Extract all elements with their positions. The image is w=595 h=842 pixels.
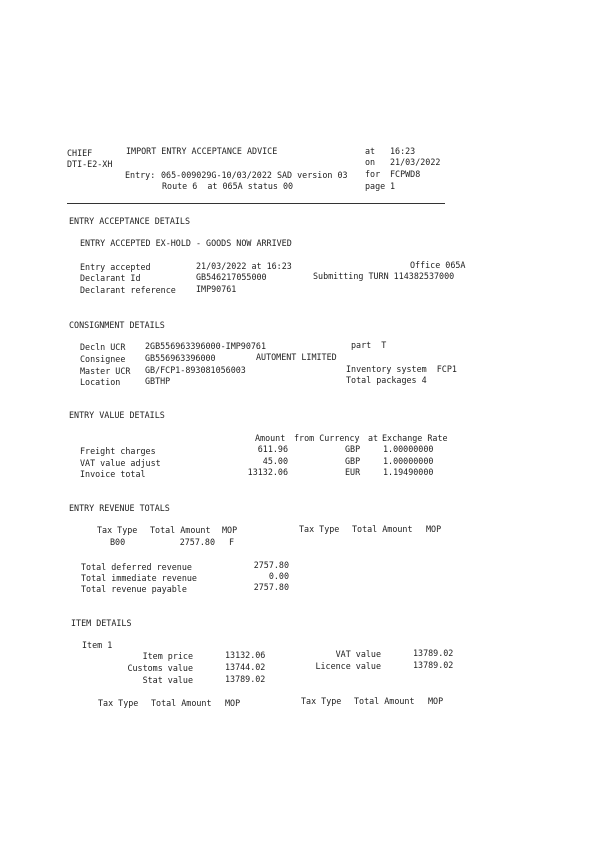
inventory-system: Inventory system FCP1 [346,364,457,374]
consignee-name: AUTOMENT LIMITED [256,352,337,362]
header-divider [67,203,445,204]
declarant-id-label: Declarant Id [80,273,141,283]
revenue-tax-mop: F [229,537,235,547]
item-col-total-amount-2: Total Amount [354,696,415,706]
revenue-total-amount: 0.00 [268,571,289,581]
acceptance-section-title: ENTRY ACCEPTANCE DETAILS [69,216,191,226]
value-row-amount: 611.96 [257,444,288,454]
items-section-title: ITEM DETAILS [71,618,132,628]
consignee-label: Consignee [80,354,126,364]
item-col-mop-2: MOP [428,696,444,706]
vat-value-label: VAT value [335,649,381,659]
header-date: 21/03/2022 [390,157,441,167]
stat-value-label: Stat value [142,675,193,685]
revenue-col-tax-type: Tax Type [97,525,138,535]
consignment-part: part T [351,340,387,350]
vat-value-value: 13789.02 [413,648,454,658]
revenue-col-tax-type-2: Tax Type [299,524,340,534]
at-label: at [365,146,376,156]
entry-label: Entry: [125,170,156,180]
header-time: 16:23 [390,146,416,156]
route-status: Route 6 at 065A status 00 [162,181,294,191]
station-id: DTI-E2-XH [67,159,113,169]
revenue-section-title: ENTRY REVENUE TOTALS [69,503,170,513]
revenue-total-label: Total deferred revenue [81,562,192,572]
declarant-reference-label: Declarant reference [80,285,176,295]
for-label: for [365,169,381,179]
total-packages: Total packages 4 [346,375,427,385]
value-col-from-currency: from Currency [294,433,360,443]
item-col-tax-type-2: Tax Type [301,696,342,706]
consignment-section-title: CONSIGNMENT DETAILS [69,320,165,330]
consignee-value: GB556963396000 [145,353,216,363]
item-label: Item 1 [82,640,113,650]
for-value: FCPWD8 [390,169,421,179]
value-row-label: Invoice total [80,469,146,479]
revenue-col-mop-2: MOP [426,524,442,534]
revenue-total-amount: 2757.80 [253,560,289,570]
item-price-value: 13132.06 [225,650,266,660]
master-ucr-value: GB/FCP1-893081056003 [145,365,246,375]
value-col-exchange-rate: Exchange Rate [382,433,448,443]
declarant-id-value: GB546217055000 [196,272,267,282]
decln-ucr-value: 2GB556963396000-IMP90761 [145,341,267,351]
location-value: GBTHP [145,376,171,386]
master-ucr-label: Master UCR [80,366,131,376]
value-section-title: ENTRY VALUE DETAILS [69,410,165,420]
on-label: on [365,157,376,167]
value-row-label: VAT value adjust [80,458,161,468]
page-number: 1 [390,181,396,191]
document-title: IMPORT ENTRY ACCEPTANCE ADVICE [126,146,278,156]
value-col-at: at [368,433,379,443]
item-col-mop: MOP [225,698,241,708]
value-row-currency: GBP [345,456,361,466]
value-row-amount: 45.00 [262,456,288,466]
value-col-amount: Amount [255,433,286,443]
stat-value-value: 13789.02 [225,674,266,684]
value-row-currency: GBP [345,444,361,454]
page-label: page [365,181,386,191]
value-row-amount: 13132.06 [247,467,288,477]
value-row-rate: 1.00000000 [383,444,434,454]
revenue-col-total-amount-2: Total Amount [352,524,413,534]
system-name: CHIEF [67,148,93,158]
revenue-total-label: Total immediate revenue [81,573,197,583]
licence-value-label: Licence value [315,661,381,671]
value-row-rate: 1.19490000 [383,467,434,477]
customs-value-label: Customs value [127,663,193,673]
revenue-tax-amount: 2757.80 [179,537,215,547]
revenue-tax-type: B00 [110,537,126,547]
item-col-tax-type: Tax Type [98,698,139,708]
item-price-label: Item price [142,651,193,661]
value-row-currency: EUR [345,467,361,477]
revenue-total-amount: 2757.80 [253,582,289,592]
licence-value-value: 13789.02 [413,660,454,670]
office-code: Office 065A [410,260,466,270]
entry-reference: 065-009029G-10/03/2022 SAD version 03 [161,170,348,180]
decln-ucr-label: Decln UCR [80,342,126,352]
revenue-total-label: Total revenue payable [81,584,187,594]
declarant-reference-value: IMP90761 [196,284,237,294]
entry-accepted-value: 21/03/2022 at 16:23 [196,261,292,271]
revenue-col-mop: MOP [222,525,238,535]
value-row-rate: 1.00000000 [383,456,434,466]
customs-value-value: 13744.02 [225,662,266,672]
revenue-col-total-amount: Total Amount [150,525,211,535]
submitting-turn: Submitting TURN 114382537000 [313,271,455,281]
entry-accepted-label: Entry accepted [80,262,151,272]
item-col-total-amount: Total Amount [151,698,212,708]
location-label: Location [80,377,121,387]
acceptance-status: ENTRY ACCEPTED EX-HOLD - GOODS NOW ARRIVED [80,238,292,248]
value-row-label: Freight charges [80,446,156,456]
